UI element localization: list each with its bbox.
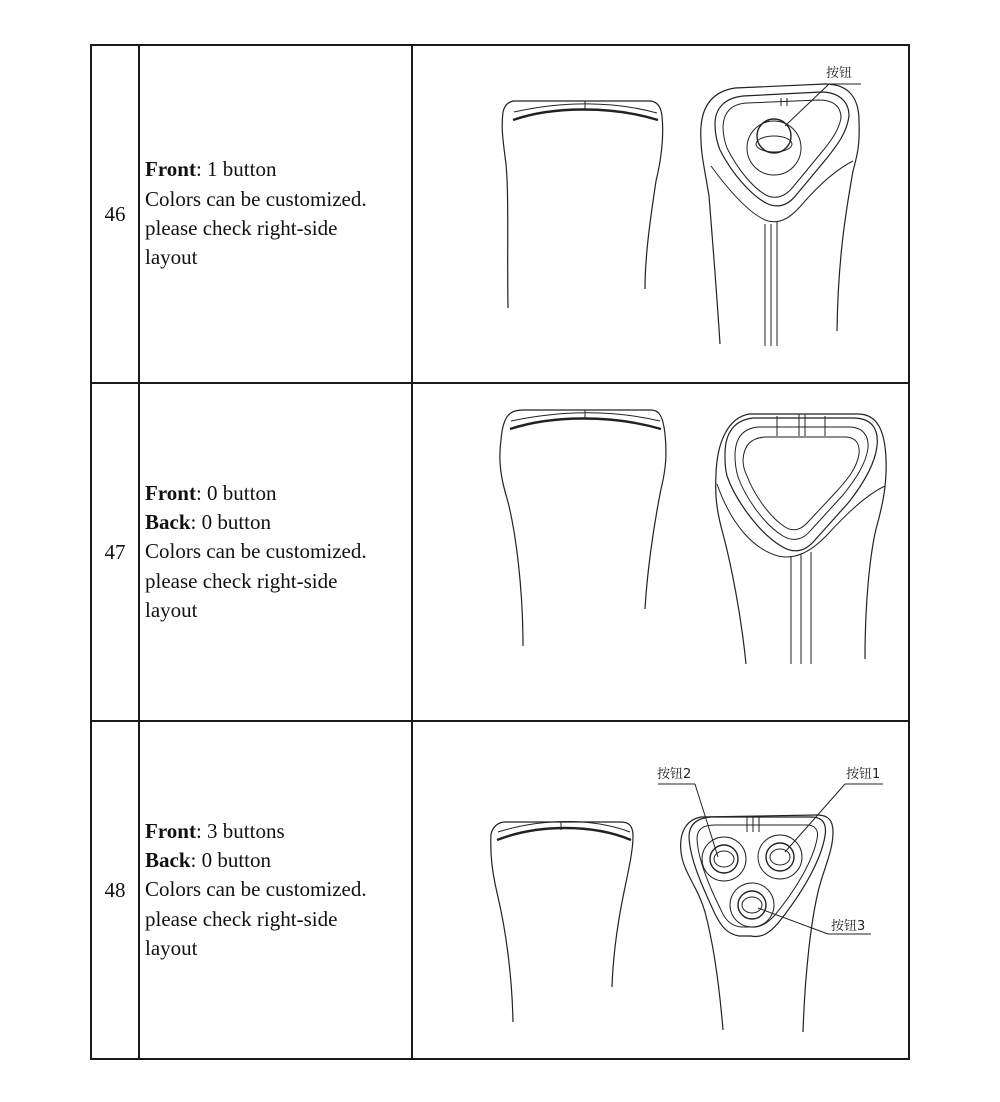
callout-label: 按钮1	[846, 767, 881, 782]
back-view	[491, 822, 633, 1023]
row-drawing	[412, 721, 909, 1059]
row-drawing	[412, 383, 909, 721]
row-number: 46	[91, 45, 139, 383]
front-view	[657, 766, 883, 1032]
desc-line: Colors can be customized.	[145, 186, 367, 211]
desc-line: layout	[145, 935, 198, 960]
spec-row-46	[91, 45, 909, 383]
front-view	[716, 414, 886, 664]
back-view	[502, 101, 663, 308]
row-number: 48	[91, 721, 139, 1059]
desc-line: Front: 0 button	[145, 480, 277, 505]
spec-table	[90, 44, 910, 1060]
row-description	[139, 383, 412, 721]
device-line-drawing	[413, 384, 908, 719]
row-drawing	[412, 45, 909, 383]
device-line-drawing	[413, 722, 908, 1057]
desc-line: Back: 0 button	[145, 510, 272, 535]
row-description	[139, 721, 412, 1059]
desc-line: Front: 1 button	[145, 157, 277, 182]
row-description	[139, 45, 412, 383]
desc-line: Colors can be customized.	[145, 539, 367, 564]
desc-line: layout	[145, 245, 198, 270]
desc-line: please check right-side	[145, 906, 338, 931]
desc-line: please check right-side	[145, 568, 338, 593]
device-line-drawing	[413, 46, 908, 381]
back-view	[500, 410, 666, 646]
spec-row-48	[91, 721, 909, 1059]
callout-label: 按钮	[826, 66, 853, 81]
callout-label: 按钮3	[831, 919, 866, 934]
spec-row-47	[91, 383, 909, 721]
callout-label: 按钮2	[657, 767, 692, 782]
desc-line: Colors can be customized.	[145, 877, 367, 902]
desc-line: layout	[145, 597, 198, 622]
desc-line: please check right-side	[145, 216, 338, 240]
desc-line: Front: 3 buttons	[145, 818, 285, 843]
desc-line: Back: 0 button	[145, 848, 272, 873]
front-view	[701, 65, 861, 346]
row-number: 47	[91, 383, 139, 721]
